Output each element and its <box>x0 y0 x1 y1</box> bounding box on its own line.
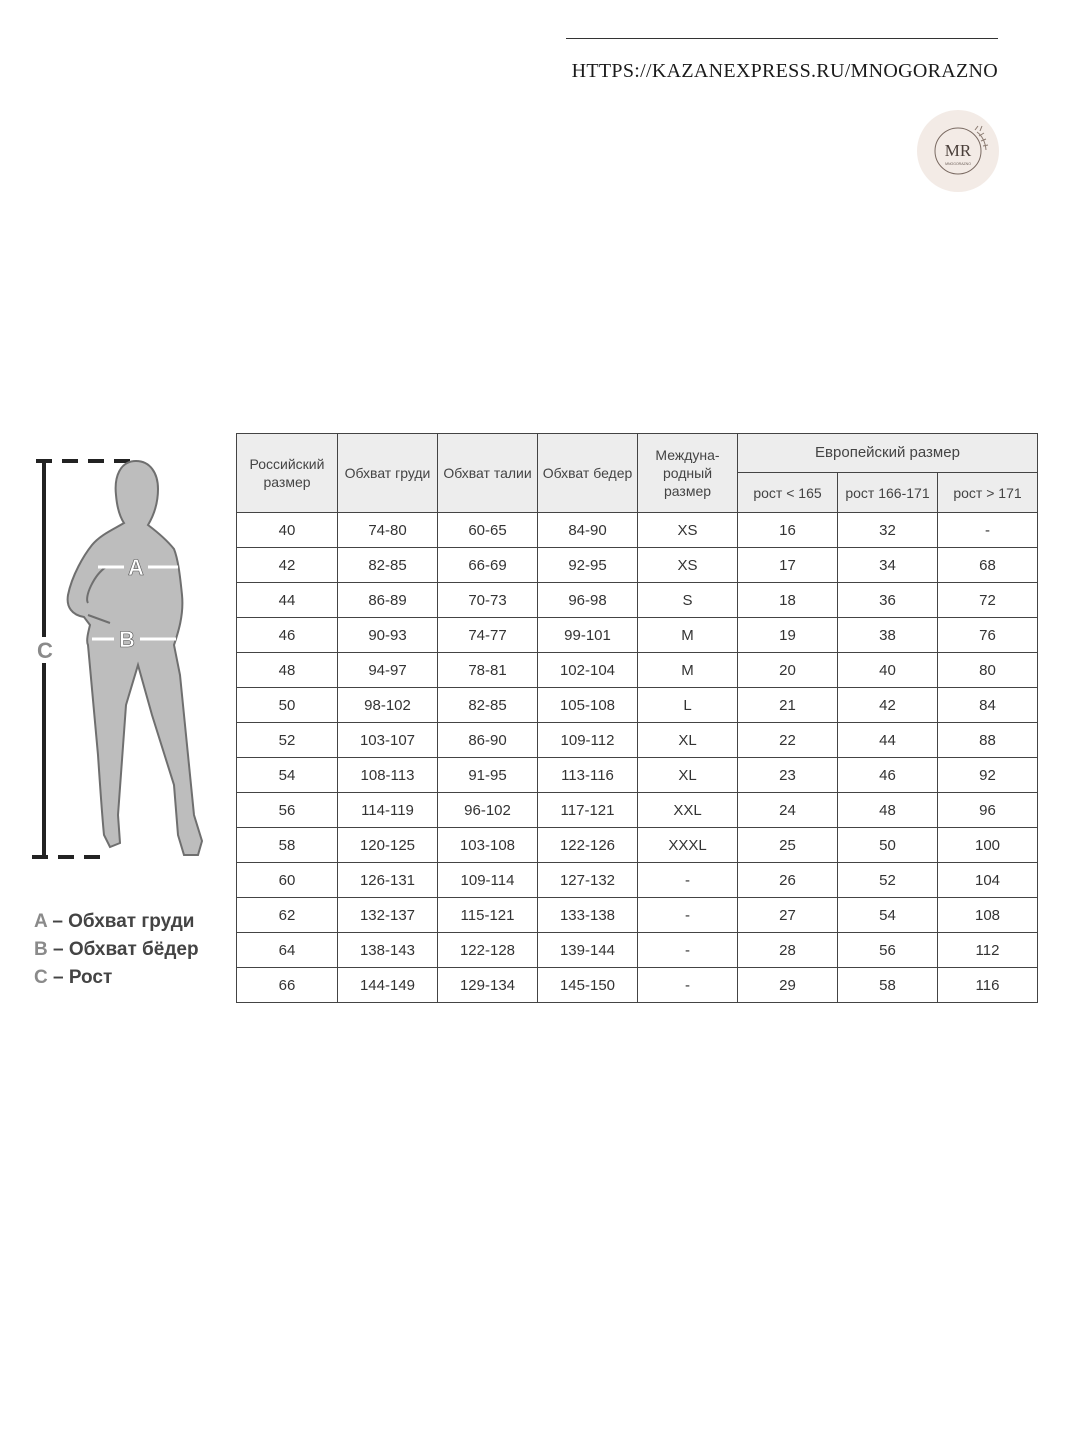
table-row <box>237 723 1038 758</box>
cell-eu-lt165: 18 <box>738 583 838 618</box>
cell-intl-size: XL <box>638 723 738 758</box>
cell-hips: 92-95 <box>538 548 638 583</box>
cell-eu-gt171: 112 <box>938 933 1038 968</box>
cell-eu-lt165: 25 <box>738 828 838 863</box>
cell-eu-gt171: 84 <box>938 688 1038 723</box>
legend-item-hips: B – Обхват бёдер <box>34 939 199 960</box>
cell-hips: 139-144 <box>538 933 638 968</box>
cell-ru-size: 56 <box>237 793 338 828</box>
cell-eu-gt171: 68 <box>938 548 1038 583</box>
cell-ru-size: 48 <box>237 653 338 688</box>
header-eu-size: Европейский размер <box>738 434 1038 473</box>
cell-ru-size: 40 <box>237 513 338 548</box>
header-eu-166-171: рост 166-171 <box>838 473 938 513</box>
cell-eu-lt165: 19 <box>738 618 838 653</box>
cell-eu-gt171: 92 <box>938 758 1038 793</box>
cell-chest: 90-93 <box>338 618 438 653</box>
cell-intl-size: M <box>638 653 738 688</box>
cell-eu-gt171: 116 <box>938 968 1038 1003</box>
table-row <box>237 828 1038 863</box>
cell-chest: 132-137 <box>338 898 438 933</box>
table-row <box>237 548 1038 583</box>
cell-intl-size: XS <box>638 548 738 583</box>
cell-eu-lt165: 16 <box>738 513 838 548</box>
cell-chest: 86-89 <box>338 583 438 618</box>
logo-subtext: MNOGORAZNO <box>945 162 971 166</box>
cell-intl-size: XS <box>638 513 738 548</box>
cell-chest: 94-97 <box>338 653 438 688</box>
cell-chest: 108-113 <box>338 758 438 793</box>
cell-eu-166-171: 42 <box>838 688 938 723</box>
header-eu-gt171: рост > 171 <box>938 473 1038 513</box>
cell-chest: 138-143 <box>338 933 438 968</box>
cell-eu-166-171: 52 <box>838 863 938 898</box>
marker-c-label: C <box>37 638 53 663</box>
table-row <box>237 513 1038 548</box>
cell-eu-gt171: 72 <box>938 583 1038 618</box>
marker-b-label: B <box>119 627 135 652</box>
cell-chest: 103-107 <box>338 723 438 758</box>
cell-ru-size: 66 <box>237 968 338 1003</box>
cell-eu-gt171: - <box>938 513 1038 548</box>
cell-ru-size: 54 <box>237 758 338 793</box>
cell-waist: 60-65 <box>438 513 538 548</box>
cell-ru-size: 42 <box>237 548 338 583</box>
size-chart-table <box>236 433 1038 1003</box>
cell-intl-size: S <box>638 583 738 618</box>
header-hips: Обхват бедер <box>538 434 638 513</box>
cell-eu-lt165: 28 <box>738 933 838 968</box>
cell-eu-lt165: 26 <box>738 863 838 898</box>
cell-waist: 66-69 <box>438 548 538 583</box>
header-eu-lt165: рост < 165 <box>738 473 838 513</box>
cell-ru-size: 52 <box>237 723 338 758</box>
cell-eu-166-171: 36 <box>838 583 938 618</box>
cell-eu-166-171: 54 <box>838 898 938 933</box>
cell-eu-gt171: 108 <box>938 898 1038 933</box>
cell-waist: 129-134 <box>438 968 538 1003</box>
cell-chest: 144-149 <box>338 968 438 1003</box>
cell-eu-lt165: 29 <box>738 968 838 1003</box>
cell-hips: 96-98 <box>538 583 638 618</box>
table-row <box>237 653 1038 688</box>
cell-eu-gt171: 104 <box>938 863 1038 898</box>
cell-ru-size: 60 <box>237 863 338 898</box>
cell-eu-lt165: 20 <box>738 653 838 688</box>
cell-waist: 115-121 <box>438 898 538 933</box>
cell-eu-gt171: 76 <box>938 618 1038 653</box>
table-row <box>237 758 1038 793</box>
cell-eu-gt171: 80 <box>938 653 1038 688</box>
cell-intl-size: XXL <box>638 793 738 828</box>
cell-hips: 109-112 <box>538 723 638 758</box>
table-row <box>237 933 1038 968</box>
cell-eu-lt165: 22 <box>738 723 838 758</box>
cell-hips: 113-116 <box>538 758 638 793</box>
cell-intl-size: - <box>638 863 738 898</box>
cell-waist: 122-128 <box>438 933 538 968</box>
cell-intl-size: L <box>638 688 738 723</box>
cell-eu-166-171: 50 <box>838 828 938 863</box>
cell-waist: 86-90 <box>438 723 538 758</box>
cell-chest: 98-102 <box>338 688 438 723</box>
table-row <box>237 583 1038 618</box>
cell-eu-lt165: 21 <box>738 688 838 723</box>
header-waist: Обхват талии <box>438 434 538 513</box>
cell-intl-size: XL <box>638 758 738 793</box>
legend-item-chest: A – Обхват груди <box>34 911 195 932</box>
legend-item-height: C – Рост <box>34 967 113 988</box>
cell-hips: 122-126 <box>538 828 638 863</box>
cell-eu-lt165: 17 <box>738 548 838 583</box>
table-row <box>237 968 1038 1003</box>
header-ru-size: Российский размер <box>237 434 338 513</box>
cell-eu-gt171: 88 <box>938 723 1038 758</box>
cell-eu-166-171: 44 <box>838 723 938 758</box>
cell-ru-size: 62 <box>237 898 338 933</box>
cell-eu-166-171: 38 <box>838 618 938 653</box>
cell-chest: 120-125 <box>338 828 438 863</box>
cell-waist: 70-73 <box>438 583 538 618</box>
cell-waist: 91-95 <box>438 758 538 793</box>
cell-eu-166-171: 40 <box>838 653 938 688</box>
cell-eu-lt165: 23 <box>738 758 838 793</box>
cell-waist: 74-77 <box>438 618 538 653</box>
cell-hips: 105-108 <box>538 688 638 723</box>
cell-intl-size: - <box>638 898 738 933</box>
cell-eu-lt165: 27 <box>738 898 838 933</box>
cell-eu-166-171: 32 <box>838 513 938 548</box>
header-chest: Обхват груди <box>338 434 438 513</box>
cell-eu-gt171: 100 <box>938 828 1038 863</box>
cell-hips: 133-138 <box>538 898 638 933</box>
cell-chest: 82-85 <box>338 548 438 583</box>
body-measurement-figure <box>28 455 213 865</box>
cell-waist: 78-81 <box>438 653 538 688</box>
cell-hips: 99-101 <box>538 618 638 653</box>
brand-logo <box>917 110 999 192</box>
cell-intl-size: - <box>638 933 738 968</box>
cell-ru-size: 64 <box>237 933 338 968</box>
cell-chest: 114-119 <box>338 793 438 828</box>
cell-eu-166-171: 48 <box>838 793 938 828</box>
cell-intl-size: XXXL <box>638 828 738 863</box>
cell-eu-166-171: 46 <box>838 758 938 793</box>
cell-intl-size: - <box>638 968 738 1003</box>
cell-intl-size: M <box>638 618 738 653</box>
cell-eu-gt171: 96 <box>938 793 1038 828</box>
marker-a-label: A <box>128 555 144 580</box>
cell-waist: 109-114 <box>438 863 538 898</box>
cell-waist: 103-108 <box>438 828 538 863</box>
cell-hips: 102-104 <box>538 653 638 688</box>
cell-eu-166-171: 58 <box>838 968 938 1003</box>
table-row <box>237 688 1038 723</box>
table-row <box>237 863 1038 898</box>
logo-monogram: MR <box>944 141 972 160</box>
header-divider <box>566 38 998 39</box>
cell-hips: 84-90 <box>538 513 638 548</box>
cell-eu-166-171: 34 <box>838 548 938 583</box>
cell-hips: 127-132 <box>538 863 638 898</box>
cell-chest: 126-131 <box>338 863 438 898</box>
cell-ru-size: 50 <box>237 688 338 723</box>
cell-eu-166-171: 56 <box>838 933 938 968</box>
cell-ru-size: 46 <box>237 618 338 653</box>
cell-ru-size: 44 <box>237 583 338 618</box>
mr-brand-logo-icon <box>917 110 999 192</box>
store-url[interactable]: HTTPS://KAZANEXPRESS.RU/MNOGORAZNO <box>571 60 998 82</box>
cell-chest: 74-80 <box>338 513 438 548</box>
table-row <box>237 898 1038 933</box>
cell-hips: 145-150 <box>538 968 638 1003</box>
cell-waist: 96-102 <box>438 793 538 828</box>
measurement-legend <box>34 908 199 992</box>
cell-hips: 117-121 <box>538 793 638 828</box>
cell-ru-size: 58 <box>237 828 338 863</box>
cell-waist: 82-85 <box>438 688 538 723</box>
header-intl-size: Междуна-родный размер <box>638 434 738 513</box>
table-row <box>237 793 1038 828</box>
table-row <box>237 618 1038 653</box>
cell-eu-lt165: 24 <box>738 793 838 828</box>
female-silhouette-icon <box>28 455 213 865</box>
